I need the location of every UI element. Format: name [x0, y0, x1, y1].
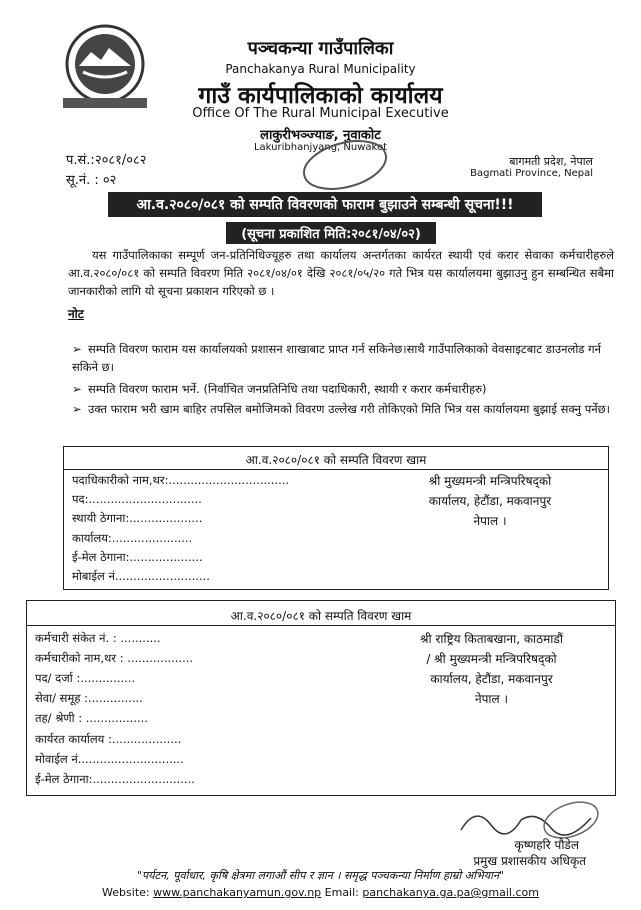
- envelope-box-employees: [26, 600, 616, 796]
- notice-title: आ.व.२०८०/०८१ को सम्पति विवरणको फाराम बुझाउने सम्बन्धी सूचना!!!: [108, 192, 542, 217]
- field-line: कार्यरत कार्यालय :...................: [35, 732, 182, 746]
- field-line: पद:...............................: [72, 492, 202, 506]
- note-label: नोट: [68, 307, 84, 321]
- list-item: ➢ उक्त फाराम भरी खाम बाहिर तपसिल बमोजिमको विवरण उल्लेख गरी तोकिएको मिति भित्र यस कार्यालयमा बुझाई सक्नु पर्नेछ।: [72, 402, 611, 416]
- office-stamp: [300, 140, 390, 190]
- office-name-np: गाउँ कार्यपालिकाको कार्यालय: [198, 83, 443, 109]
- email-link[interactable]: panchakanya.ga.pa@gmail.com: [362, 886, 539, 899]
- signature-image: [441, 800, 601, 840]
- province-en: Bagmati Province, Nepal: [470, 168, 593, 179]
- envelope-box-representatives: [63, 446, 609, 590]
- signatory-title: प्रमुख प्रशासकीय अधिकृत: [473, 854, 586, 868]
- field-line: कार्यालय:......................: [72, 531, 193, 545]
- field-line: सेवा/ समूह :...............: [35, 691, 143, 705]
- field-line: कर्मचारी संकेत नं. : ...........: [35, 631, 161, 645]
- field-line: तह/ श्रेणी : .................: [35, 711, 148, 725]
- recipient-address: श्री मुख्यमन्त्री मन्त्रिपरिषद्को कार्यालय, हेटौंडा, मकवानपुर नेपाल ।: [428, 474, 552, 528]
- office-name-en: Office Of The Rural Municipal Executive: [192, 106, 449, 121]
- website-link[interactable]: www.panchakanyamun.gov.np: [153, 886, 322, 899]
- field-line: मोबाईल नं..........................: [72, 569, 210, 583]
- municipality-name-np: पञ्चकन्या गाउँपालिका: [247, 38, 394, 59]
- signatory-name: कृष्णहरि पौडेल: [514, 838, 579, 852]
- field-line: पदाधिकारीको नाम,थर:.................................: [72, 473, 290, 487]
- province-np: बागमती प्रदेश, नेपाल: [509, 155, 593, 168]
- footer-slogan: "पर्यटन, पूर्वाधार, कृषि क्षेत्रमा लगाऔं सीप र ज्ञान । समृद्ध पञ्चकन्या निर्माण हाम्रो अभियान": [136, 869, 505, 882]
- box-title: आ.व.२०८०/०८१ को सम्पति विवरण खाम: [230, 609, 412, 623]
- box-title: आ.व.२०८०/०८१ को सम्पति विवरण खाम: [245, 453, 427, 467]
- address-np: लाकुरीभञ्ज्याङ, नुवाकोट: [260, 128, 381, 143]
- list-item: ➢ सम्पति विवरण फाराम यस कार्यालयको प्रशासन शाखाबाट प्राप्त गर्न सकिनेछ।साथै गाउँपालिकाको वेवसाइटबाट डाउनलोड गर्न सकिने छ।: [72, 342, 601, 374]
- address-en: Lakuribhanjyang, Nuwakot: [253, 142, 388, 153]
- list-item: ➢ सम्पति विवरण फाराम भर्ने. (निर्वाचित जनप्रतिनिधि तथा पदाधिकारी, स्थायी र करार कर्मचारीहरु): [72, 382, 487, 396]
- notice-date: (सूचना प्रकाशित मिति:२०८१/०४/०२): [226, 222, 436, 244]
- recipient-address: श्री राष्ट्रिय किताबखाना, काठमाडौं / श्री मुख्यमन्त्री मन्त्रिपरिषद्को कार्यालय, हेटौंडा, मकवानपुर नेपाल ।: [420, 632, 563, 706]
- field-line: ई-मेल ठेगाना:....................: [72, 550, 203, 564]
- serial-number: सू.नं. : ०२: [66, 173, 117, 188]
- reference-number: प.सं.:२०८१/०८२: [66, 153, 147, 168]
- field-line: ई-मेल ठेगाना:............................: [35, 772, 195, 786]
- footer-contact: Website: www.panchakanyamun.gov.np Email: panchakanya.ga.pa@gmail.com: [102, 886, 539, 899]
- notice-body: यस गाउँपालिकाका सम्पूर्ण जन-प्रतिनिधिज्यूहरु तथा कार्यालय अन्तर्गतका कार्यरत स्थायी एवं करार सेवाका कर्मचारीहरुले आ.व.२०८०/०८१ को सम्पति विवरण मिति २०८१/०४/०१ देखि २०८१/०५/२० गते भित्र यस कार्यालयमा बुझाउनु हुन सम्बन्धित सबैमा जानकारीको लागि यो सूचना प्रकाशन गरिएको छ ।: [68, 248, 614, 298]
- field-line: मोवाईल नं.............................: [35, 752, 184, 766]
- field-line: कर्मचारीको नाम,थर : ..................: [35, 651, 194, 665]
- field-line: स्थायी ठेगाना:....................: [72, 511, 203, 525]
- municipality-name-en: Panchakanya Rural Municipality: [225, 62, 416, 76]
- field-line: पद/ दर्जा :...............: [35, 671, 136, 685]
